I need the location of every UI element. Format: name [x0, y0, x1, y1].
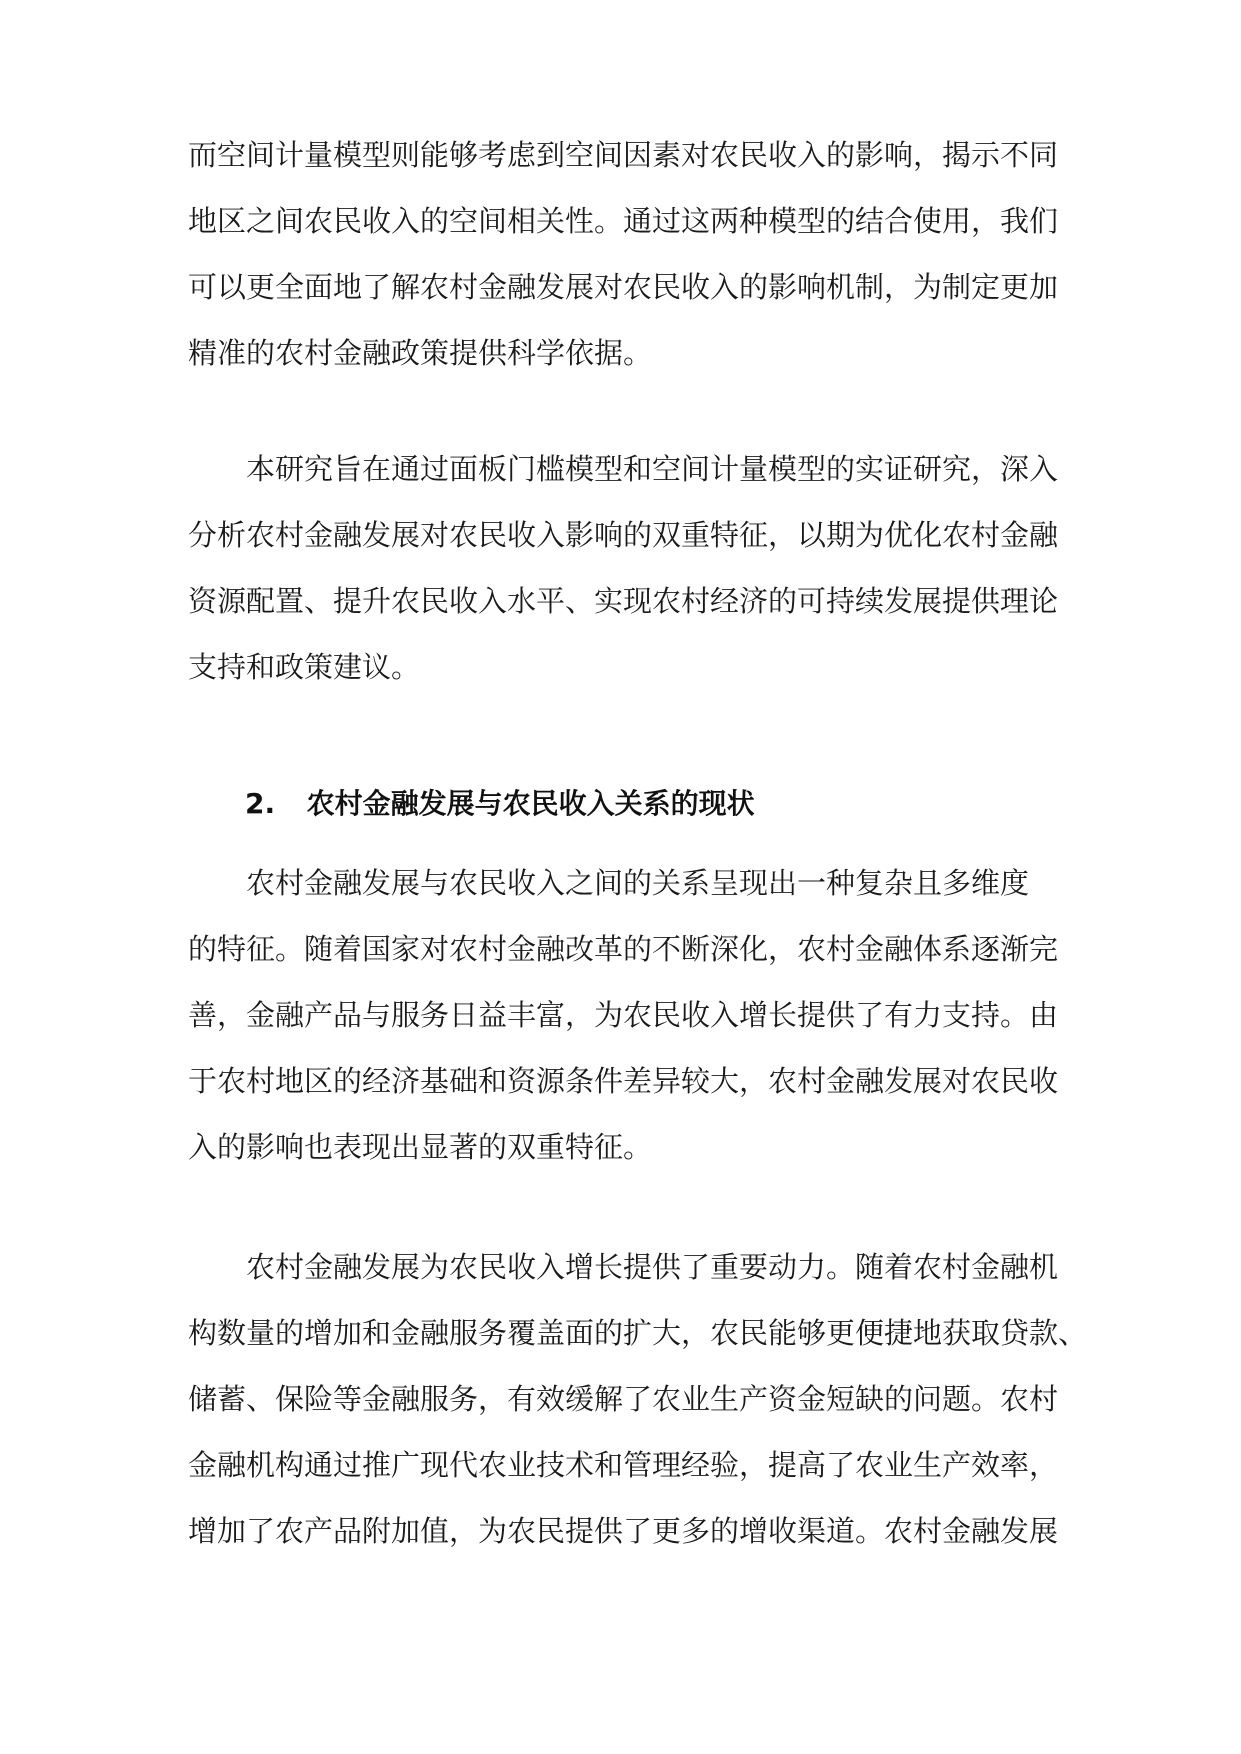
paragraph-line: 善，金融产品与服务日益丰富，为农民收入增长提供了有力支持。由 [188, 998, 1059, 1032]
paragraph-line: 构数量的增加和金融服务覆盖面的扩大，农民能够更便捷地获取贷款、 [188, 1316, 1088, 1350]
section-number: 2. [245, 787, 276, 820]
paragraph-line: 地区之间农民收入的空间相关性。通过这两种模型的结合使用，我们 [188, 204, 1059, 238]
paragraph-line: 分析农村金融发展对农民收入影响的双重特征，以期为优化农村金融 [188, 518, 1059, 552]
paragraph-line: 入的影响也表现出显著的双重特征。 [188, 1130, 653, 1164]
paragraph-line: 农村金融发展为农民收入增长提供了重要动力。随着农村金融机 [246, 1250, 1059, 1284]
paragraph-line: 可以更全面地了解农村金融发展对农民收入的影响机制，为制定更加 [188, 270, 1059, 304]
section-heading [245, 784, 755, 824]
paragraph-line: 资源配置、提升农民收入水平、实现农村经济的可持续发展提供理论 [188, 584, 1059, 618]
paragraph-line: 的特征。随着国家对农村金融改革的不断深化，农村金融体系逐渐完 [188, 932, 1059, 966]
paragraph-line: 农村金融发展与农民收入之间的关系呈现出一种复杂且多维度 [246, 866, 1030, 900]
paragraph-line: 增加了农产品附加值，为农民提供了更多的增收渠道。农村金融发展 [188, 1514, 1059, 1548]
paragraph-line: 支持和政策建议。 [188, 650, 421, 684]
paragraph-line: 金融机构通过推广现代农业技术和管理经验，提高了农业生产效率， [188, 1448, 1059, 1482]
paragraph-line: 储蓄、保险等金融服务，有效缓解了农业生产资金短缺的问题。农村 [188, 1382, 1059, 1416]
paragraph-line: 精准的农村金融政策提供科学依据。 [188, 336, 653, 370]
paragraph-line: 于农村地区的经济基础和资源条件差异较大，农村金融发展对农民收 [188, 1064, 1059, 1098]
section-title: 农村金融发展与农民收入关系的现状 [306, 787, 755, 820]
paragraph-line: 本研究旨在通过面板门槛模型和空间计量模型的实证研究，深入 [246, 452, 1059, 486]
paragraph-line: 而空间计量模型则能够考虑到空间因素对农民收入的影响，揭示不同 [188, 138, 1059, 172]
